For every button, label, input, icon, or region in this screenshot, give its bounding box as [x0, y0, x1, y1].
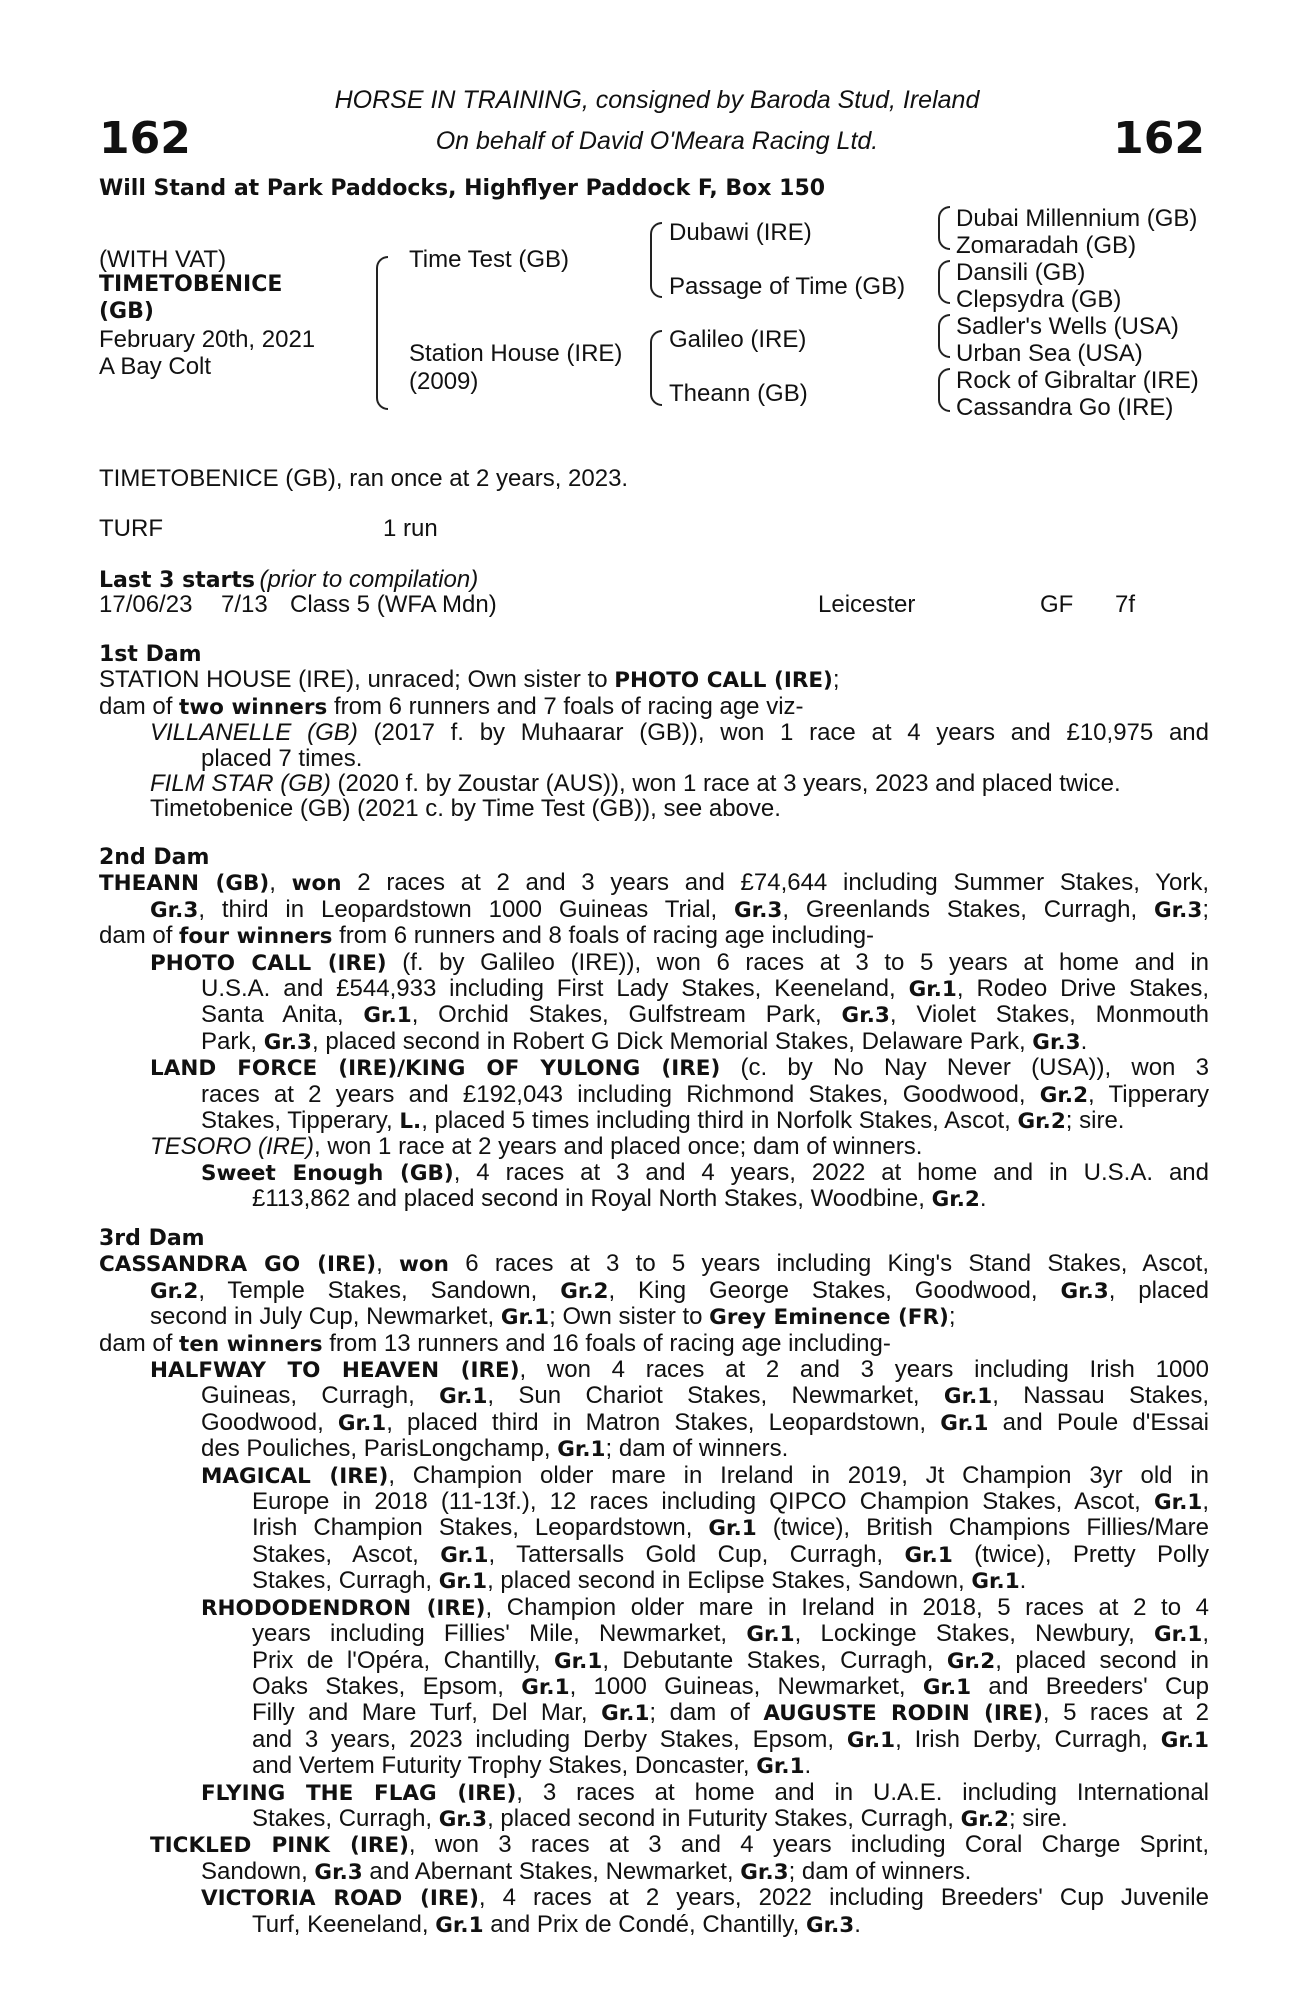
pedigree-g5: Sadler's Wells (USA): [956, 313, 1179, 340]
tickled-pink-line1: TICKLED PINK (IRE), won 3 races at 3 and 4 years including Coral Charge Sprint,: [150, 1831, 1209, 1859]
rhododendron-line6: and 3 years, 2023 including Derby Stakes, Epsom, Gr.1, Irish Derby, Curragh, Gr.1: [252, 1725, 1210, 1753]
last-starts-title: Last 3 starts: [99, 568, 256, 593]
produce-film-star: FILM STAR (GB) (2020 f. by Zoustar (AUS)), won 1 race at 3 years, 2023 and placed twice.: [150, 770, 1121, 798]
horse-description: A Bay Colt: [99, 353, 212, 380]
rhododendron-line4: Oaks Stakes, Epsom, Gr.1, 1000 Guineas, Newmarket, Gr.1 and Breeders' Cup: [252, 1672, 1209, 1700]
photo-call-line3: Santa Anita, Gr.1, Orchid Stakes, Gulfstream Park, Gr.3, Violet Stakes, Monmouth: [201, 1001, 1209, 1029]
first-dam-section: [99, 642, 1209, 822]
pedigree-brace-g3: [938, 314, 950, 358]
pedigree-g2: Zomaradah (GB): [956, 232, 1137, 259]
pedigree-dam-sire: Galileo (IRE): [669, 326, 807, 353]
pedigree-g7: Rock of Gibraltar (IRE): [956, 367, 1199, 394]
rhododendron-line3: Prix de l'Opéra, Chantilly, Gr.1, Debutante Stakes, Curragh, Gr.2, placed second in: [252, 1646, 1209, 1674]
third-dam-section: [99, 1226, 1209, 1938]
on-behalf-line: On behalf of David O'Meara Racing Ltd.: [435, 127, 879, 155]
consignment-line: HORSE IN TRAINING, consigned by Baroda Stud, Ireland: [334, 86, 980, 114]
first-dam-line: STATION HOUSE (IRE), unraced; Own sister to PHOTO CALL (IRE);: [99, 666, 840, 694]
third-dam-line3: second in July Cup, Newmarket, Gr.1; Own sister to Grey Eminence (FR);: [150, 1303, 956, 1331]
land-force-line1: LAND FORCE (IRE)/KING OF YULONG (IRE) (c. by No Nay Never (USA)), won 3: [150, 1054, 1209, 1082]
flying-flag-line1: FLYING THE FLAG (IRE), 3 races at home and in U.A.E. including International: [201, 1778, 1209, 1806]
first-dam-heading: 1st Dam: [99, 642, 202, 667]
pedigree-brace-g4: [938, 368, 950, 412]
foaling-date: February 20th, 2021: [99, 326, 316, 353]
last-starts-note: (prior to compilation): [259, 566, 479, 593]
second-dam-produce: dam of four winners from 6 runners and 8 foals of racing age including-: [99, 922, 875, 950]
rhododendron-line2: years including Fillies' Mile, Newmarket, Gr.1, Lockinge Stakes, Newbury, Gr.1,: [252, 1620, 1209, 1648]
first-dam-produce: dam of two winners from 6 runners and 7 foals of racing age viz-: [99, 692, 804, 720]
tickled-pink-line2: Sandown, Gr.3 and Abernant Stakes, Newmarket, Gr.3; dam of winners.: [201, 1857, 972, 1885]
pedigree-sire: Time Test (GB): [409, 246, 570, 273]
halfway-line1: HALFWAY TO HEAVEN (IRE), won 4 races at 2 and 3 years including Irish 1000: [150, 1356, 1209, 1384]
horse-name: TIMETOBENICE: [99, 272, 283, 297]
land-force-line3: Stakes, Tipperary, L., placed 5 times including third in Norfolk Stakes, Ascot, Gr.2; sire.: [201, 1107, 1125, 1135]
horse-country: (GB): [99, 299, 154, 324]
pedigree-sire-dam: Passage of Time (GB): [669, 273, 906, 300]
start-date: 17/06/23: [99, 591, 193, 618]
third-dam-heading: 3rd Dam: [99, 1226, 205, 1251]
third-dam-produce: dam of ten winners from 13 runners and 16 foals of racing age including-: [99, 1329, 891, 1357]
lot-number-right: 162: [1113, 113, 1205, 164]
pedigree-brace-g1: [938, 206, 950, 250]
pedigree-g4: Clepsydra (GB): [956, 286, 1122, 313]
halfway-line2: Guineas, Curragh, Gr.1, Sun Chariot Stakes, Newmarket, Gr.1, Nassau Stakes,: [201, 1382, 1209, 1410]
flying-flag-line2: Stakes, Curragh, Gr.3, placed second in Futurity Stakes, Curragh, Gr.2; sire.: [252, 1804, 1068, 1832]
start-position: 7/13: [221, 591, 268, 618]
pedigree-brace-sire: [650, 222, 662, 298]
rhododendron-line5: Filly and Mare Turf, Del Mar, Gr.1; dam of AUGUSTE RODIN (IRE), 5 races at 2: [252, 1699, 1209, 1727]
photo-call-line1: PHOTO CALL (IRE) (f. by Galileo (IRE)), won 6 races at 3 to 5 years at home and in: [150, 948, 1209, 976]
pedigree-dam-year: (2009): [409, 368, 479, 395]
pedigree-dam: Station House (IRE): [409, 340, 623, 367]
start-course: Leicester: [818, 591, 916, 618]
produce-villanelle-cont: placed 7 times.: [201, 744, 363, 772]
second-dam-line2: Gr.3, third in Leopardstown 1000 Guineas Trial, Gr.3, Greenlands Stakes, Curragh, Gr.3;: [150, 895, 1209, 923]
land-force-line2: races at 2 years and £192,043 including Richmond Stakes, Goodwood, Gr.2, Tipperary: [201, 1080, 1209, 1108]
third-dam-line2: Gr.2, Temple Stakes, Sandown, Gr.2, King George Stakes, Goodwood, Gr.3, placed: [150, 1276, 1210, 1304]
second-dam-section: [99, 845, 1209, 1213]
race-summary: TIMETOBENICE (GB), ran once at 2 years, 2023.: [99, 465, 629, 492]
pedigree-sire-sire: Dubawi (IRE): [669, 219, 812, 246]
sweet-enough-line1: Sweet Enough (GB), 4 races at 3 and 4 years, 2022 at home and in U.S.A. and: [201, 1158, 1209, 1186]
magical-line1: MAGICAL (IRE), Champion older mare in Ireland in 2019, Jt Champion 3yr old in: [201, 1461, 1209, 1489]
pedigree-brace-g2: [938, 260, 950, 304]
pedigree-g8: Cassandra Go (IRE): [956, 394, 1174, 421]
rhododendron-line1: RHODODENDRON (IRE), Champion older mare in Ireland in 2018, 5 races at 2 to 4: [201, 1593, 1209, 1621]
magical-line5: Stakes, Curragh, Gr.1, placed second in Eclipse Stakes, Sandown, Gr.1.: [252, 1567, 1027, 1595]
pedigree-brace-dam: [650, 330, 662, 406]
magical-line3: Irish Champion Stakes, Leopardstown, Gr.1 (twice), British Champions Fillies/Mare: [252, 1514, 1209, 1542]
start-race: Class 5 (WFA Mdn): [290, 591, 497, 618]
photo-call-line2: U.S.A. and £544,933 including First Lady Stakes, Keeneland, Gr.1, Rodeo Drive Stakes,: [201, 975, 1210, 1003]
produce-timetobenice: Timetobenice (GB) (2021 c. by Time Test (GB)), see above.: [150, 795, 781, 823]
start-distance: 7f: [1115, 591, 1136, 618]
tesoro-line: TESORO (IRE), won 1 race at 2 years and placed once; dam of winners.: [150, 1133, 923, 1161]
vat-note: (WITH VAT): [99, 246, 227, 273]
record-surface: TURF: [99, 515, 163, 542]
pedigree-brace-main: [376, 256, 388, 410]
sweet-enough-line2: £113,862 and placed second in Royal North Stakes, Woodbine, Gr.2.: [252, 1185, 987, 1213]
pedigree-g6: Urban Sea (USA): [956, 340, 1143, 367]
stand-location: Will Stand at Park Paddocks, Highflyer Paddock F, Box 150: [99, 176, 826, 201]
second-dam-heading: 2nd Dam: [99, 845, 210, 870]
second-dam-line1: THEANN (GB), won 2 races at 2 and 3 years and £74,644 including Summer Stakes, York,: [99, 869, 1209, 897]
pedigree-dam-dam: Theann (GB): [669, 380, 808, 407]
magical-line4: Stakes, Ascot, Gr.1, Tattersalls Gold Cup, Curragh, Gr.1 (twice), Pretty Polly: [252, 1540, 1209, 1568]
rhododendron-line7: and Vertem Futurity Trophy Stakes, Doncaster, Gr.1.: [252, 1752, 812, 1780]
photo-call-line4: Park, Gr.3, placed second in Robert G Dick Memorial Stakes, Delaware Park, Gr.3.: [201, 1027, 1088, 1055]
third-dam-line1: CASSANDRA GO (IRE), won 6 races at 3 to 5 years including King's Stand Stakes, Ascot,: [99, 1250, 1209, 1278]
victoria-road-line2: Turf, Keeneland, Gr.1 and Prix de Condé, Chantilly, Gr.3.: [252, 1910, 861, 1938]
magical-line2: Europe in 2018 (11-13f.), 12 races including QIPCO Champion Stakes, Ascot, Gr.1,: [252, 1488, 1209, 1516]
last-starts-heading: [99, 566, 478, 594]
halfway-line4: des Pouliches, ParisLongchamp, Gr.1; dam of winners.: [201, 1435, 789, 1463]
pedigree-g3: Dansili (GB): [956, 259, 1086, 286]
halfway-line3: Goodwood, Gr.1, placed third in Matron Stakes, Leopardstown, Gr.1 and Poule d'Essai: [201, 1408, 1210, 1436]
pedigree-g1: Dubai Millennium (GB): [956, 205, 1198, 232]
start-going: GF: [1040, 591, 1074, 618]
record-runs: 1 run: [383, 515, 438, 542]
produce-villanelle: VILLANELLE (GB) (2017 f. by Muhaarar (GB)), won 1 race at 4 years and £10,975 and: [150, 719, 1210, 747]
lot-number-left: 162: [99, 113, 191, 164]
victoria-road-line1: VICTORIA ROAD (IRE), 4 races at 2 years, 2022 including Breeders' Cup Juvenile: [201, 1884, 1209, 1912]
